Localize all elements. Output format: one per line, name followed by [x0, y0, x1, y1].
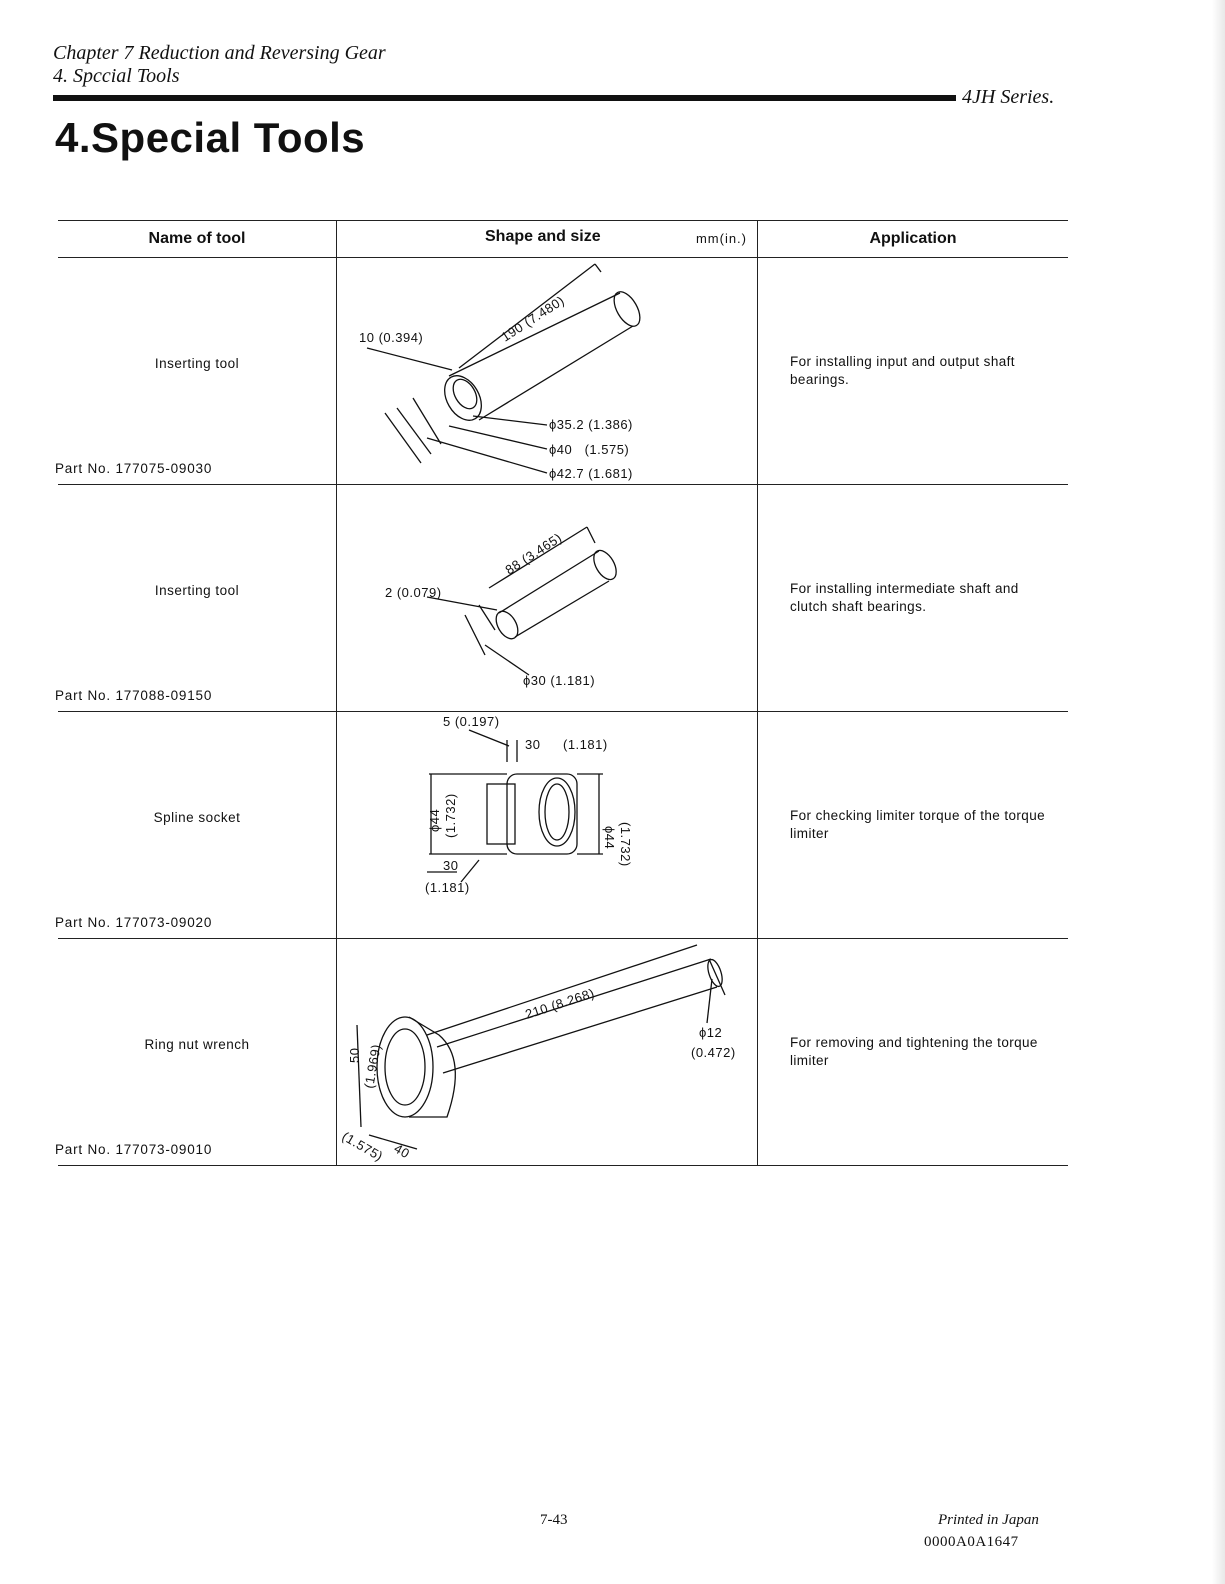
tool-name: Ring nut wrench	[144, 1037, 250, 1052]
dimension-label: (1.732)	[443, 793, 458, 838]
part-number: Part No. 177075-09030	[55, 461, 213, 476]
inserting-tool-diagram	[337, 258, 757, 484]
section-heading: 4. Spccial Tools	[53, 65, 180, 87]
dimension-label: ϕ30 (1.181)	[523, 673, 596, 688]
application-cell	[758, 939, 1069, 1166]
dimension-label: 50	[347, 1047, 362, 1063]
printed-in-label: Printed in Japan	[938, 1512, 1039, 1528]
part-number: Part No. 177088-09150	[55, 688, 213, 703]
spline-socket-diagram	[337, 712, 757, 938]
document-code: 0000A0A1647	[924, 1534, 1019, 1550]
tool-name-cell	[55, 258, 337, 485]
dimension-label: (1.181)	[563, 737, 608, 752]
dimension-label: (1.969)	[361, 1042, 384, 1090]
tool-name-cell	[55, 485, 337, 712]
tool-name: Inserting tool	[154, 583, 240, 598]
dimension-label: (1.575)	[339, 1128, 386, 1164]
tool-name-cell	[55, 712, 337, 939]
table-row	[58, 712, 1068, 939]
dimension-label: 2 (0.079)	[385, 585, 442, 600]
part-number: Part No. 177073-09010	[55, 1142, 213, 1157]
dimension-label: ϕ44	[427, 808, 442, 832]
tool-name: Inserting tool	[154, 356, 240, 371]
dimension-label: 40	[391, 1140, 413, 1162]
application-cell	[758, 712, 1069, 939]
page-number: 7-43	[540, 1512, 568, 1528]
chapter-heading: Chapter 7 Reduction and Reversing Gear	[53, 42, 386, 64]
application-cell	[758, 258, 1069, 485]
shape-cell	[337, 712, 758, 939]
dimension-label: ϕ44	[602, 826, 617, 850]
page-title: 4.Special Tools	[55, 114, 366, 161]
tool-name: Spline socket	[153, 810, 241, 825]
shape-cell	[337, 939, 758, 1166]
dimension-label: 210 (8.268)	[523, 985, 597, 1022]
dimension-label: 88 (3.465)	[502, 529, 565, 578]
table-row	[58, 258, 1068, 485]
ring-nut-wrench-diagram	[337, 939, 757, 1165]
column-header-shape	[337, 221, 758, 258]
application-text: For checking limiter torque of the torque limiter	[790, 808, 1046, 841]
column-header-application: Application	[758, 221, 1069, 258]
dimension-label: ϕ40 (1.575)	[549, 442, 630, 457]
application-text: For installing intermediate shaft and clutch shaft bearings.	[790, 581, 1019, 614]
shape-cell	[337, 485, 758, 712]
tool-name-cell	[55, 939, 337, 1166]
table-row	[58, 939, 1068, 1166]
shape-cell	[337, 258, 758, 485]
dimension-label: ϕ12	[699, 1025, 723, 1040]
unit-label: mm(in.)	[695, 231, 747, 246]
dimension-label: (1.732)	[618, 822, 633, 867]
table-row	[58, 485, 1068, 712]
special-tools-table	[55, 220, 1068, 1166]
series-label: 4JH Series.	[962, 86, 1055, 108]
dimension-label: 30	[443, 858, 459, 873]
column-header-shape-label: Shape and size	[485, 228, 601, 245]
page-edge-shadow	[1212, 0, 1225, 1584]
application-cell	[758, 485, 1069, 712]
dimension-label: ϕ35.2 (1.386)	[549, 417, 633, 432]
dimension-label: 5 (0.197)	[443, 714, 500, 729]
dimension-label: (1.181)	[425, 880, 470, 895]
part-number: Part No. 177073-09020	[55, 915, 213, 930]
application-text: For removing and tightening the torque limiter	[790, 1035, 1038, 1068]
dimension-label: 10 (0.394)	[359, 330, 424, 345]
table-header-row	[58, 221, 1068, 258]
dimension-label: 30	[525, 737, 541, 752]
dimension-label: 190 (7.480)	[498, 292, 568, 345]
header-rule	[53, 95, 956, 101]
inserting-tool-diagram	[337, 485, 757, 711]
dimension-label: (0.472)	[691, 1045, 736, 1060]
dimension-label: ϕ42.7 (1.681)	[549, 466, 633, 481]
application-text: For installing input and output shaft bearings.	[790, 354, 1015, 387]
column-header-name: Name of tool	[58, 221, 337, 258]
